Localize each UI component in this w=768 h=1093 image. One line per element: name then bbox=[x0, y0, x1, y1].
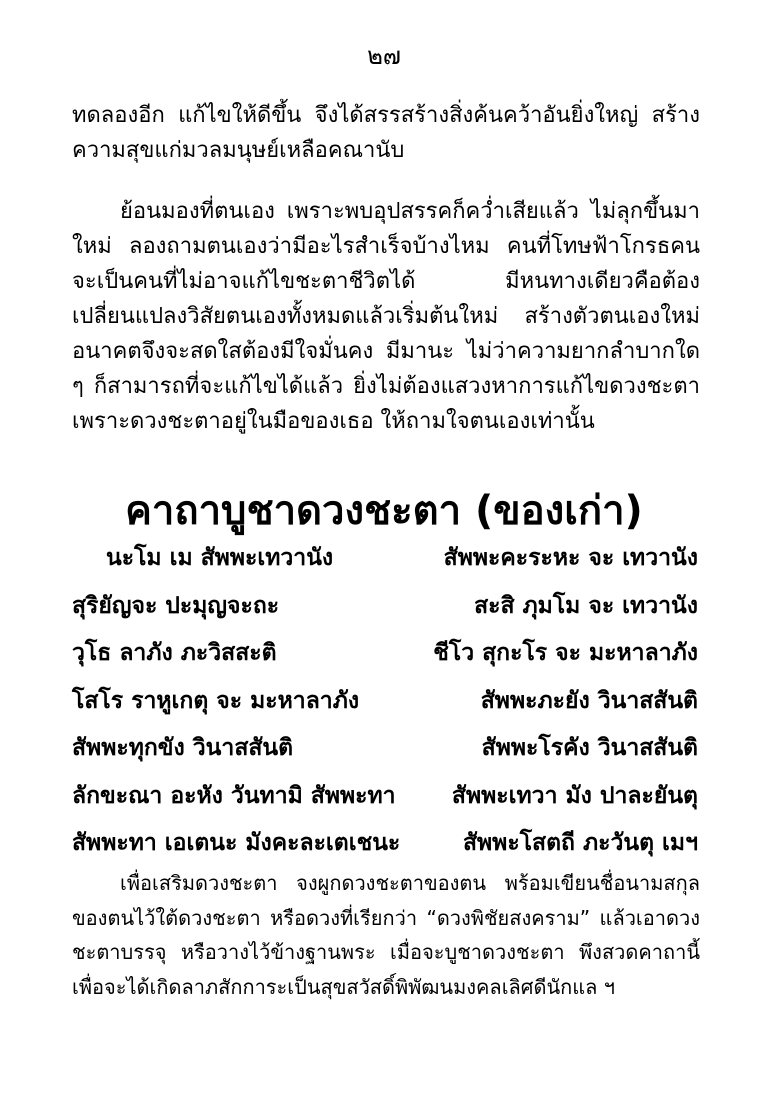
verse-row bbox=[72, 633, 698, 681]
verse-left: วุโธ ลาภัง ภะวิสสะติ bbox=[72, 640, 277, 666]
verse-left: นะโม เม สัพพะเทวานัง bbox=[106, 545, 334, 571]
verse-row bbox=[72, 586, 698, 634]
verse-right: สัพพะภะยัง วินาสสันติ bbox=[480, 687, 698, 714]
paragraph-intro: ทดลองอีก แก้ไขให้ดีขึ้น จึงได้สรรสร้างสิ่งค้นคว้าอันยิ่งใหญ่ สร้างความสุขแก่มวลมนุษย์เหลือคณานับ bbox=[72, 103, 700, 163]
verse-right: สัพพะเทวา มัง ปาละยันตุ bbox=[451, 782, 698, 809]
paragraph-self-reflection: ย้อนมองที่ตนเอง เพราะพบอุปสรรคก็คว่ำเสียแล้ว ไม่ลุกขึ้นมาใหม่ ลองถามตนเองว่ามีอะไรสำเร็จบ้างไหม คนที่โทษฟ้าโกรธคนจะเป็นคนที่ไม่อาจแก้ไขชะตาชีวิตได้ มีหนทางเดียวคือต้องเปลี่ยนแปลงวิสัยตนเองทั้งหมดแล้วเริ่มต้นใหม่ สร้างตัวตนเองใหม่ อนาคตจึงจะสดใสต้องมีใจมั่นคง มีมานะ ไม่ว่าความยากลำบากใด ๆ ก็สามารถที่จะแก้ไขได้แล้ว ยิ่งไม่ต้องแสวงหาการแก้ไขดวงชะตา เพราะดวงชะตาอยู่ในมือของเธอ ให้ถามใจตนเองเท่านั้น bbox=[72, 199, 700, 434]
page-number: ๒๗ bbox=[367, 42, 401, 70]
verse-right: สัพพะโรคัง วินาสสันติ bbox=[481, 735, 698, 761]
verse-left: สุริยัญจะ ปะมุญจะถะ bbox=[72, 592, 280, 619]
verse-block bbox=[72, 538, 698, 871]
verse-right: สัพพะคะระหะ จะ เทวานัง bbox=[443, 545, 698, 571]
verse-left: สัพพะทา เอเตนะ มังคะละเตเชนะ bbox=[72, 830, 401, 856]
verse-row bbox=[72, 728, 698, 776]
verse-right: สัพพะโสตถี ภะวันตุ เมฯ bbox=[462, 830, 698, 856]
verse-left: โสโร ราหูเกตุ จะ มะหาลาภัง bbox=[72, 687, 360, 714]
verse-left: ลักขะณา อะหัง วันทามิ สัพพะทา bbox=[72, 782, 396, 809]
verse-right: ชีโว สุกะโร จะ มะหาลาภัง bbox=[433, 640, 698, 666]
verse-row bbox=[72, 823, 698, 871]
verse-right: สะสิ ภุมโม จะ เทวานัง bbox=[474, 592, 698, 619]
paragraph-instructions: เพื่อเสริมดวงชะตา จงผูกดวงชะตาของตน พร้อมเขียนชื่อนามสกุลของตนไว้ใต้ดวงชะตา หรือดวงที่เรียกว่า “ดวงพิชัยสงคราม” แล้วเอาดวงชะตาบรรจุ หรือวางไว้ข้างฐานพระ เมื่อจะบูชาดวงชะตา พึงสวดคาถานี้เพื่อจะได้เกิดลาภสักการะเป็นสุขสวัสดิ์พิพัฒนมงคลเลิศดีนักแล ฯ bbox=[72, 871, 700, 999]
verse-row bbox=[72, 681, 698, 729]
verse-left: สัพพะทุกขัง วินาสสันติ bbox=[72, 735, 294, 761]
verse-row bbox=[72, 538, 698, 586]
section-heading: คาถาบูชาดวงชะตา (ของเก่า) bbox=[125, 488, 643, 534]
verse-row bbox=[72, 776, 698, 824]
